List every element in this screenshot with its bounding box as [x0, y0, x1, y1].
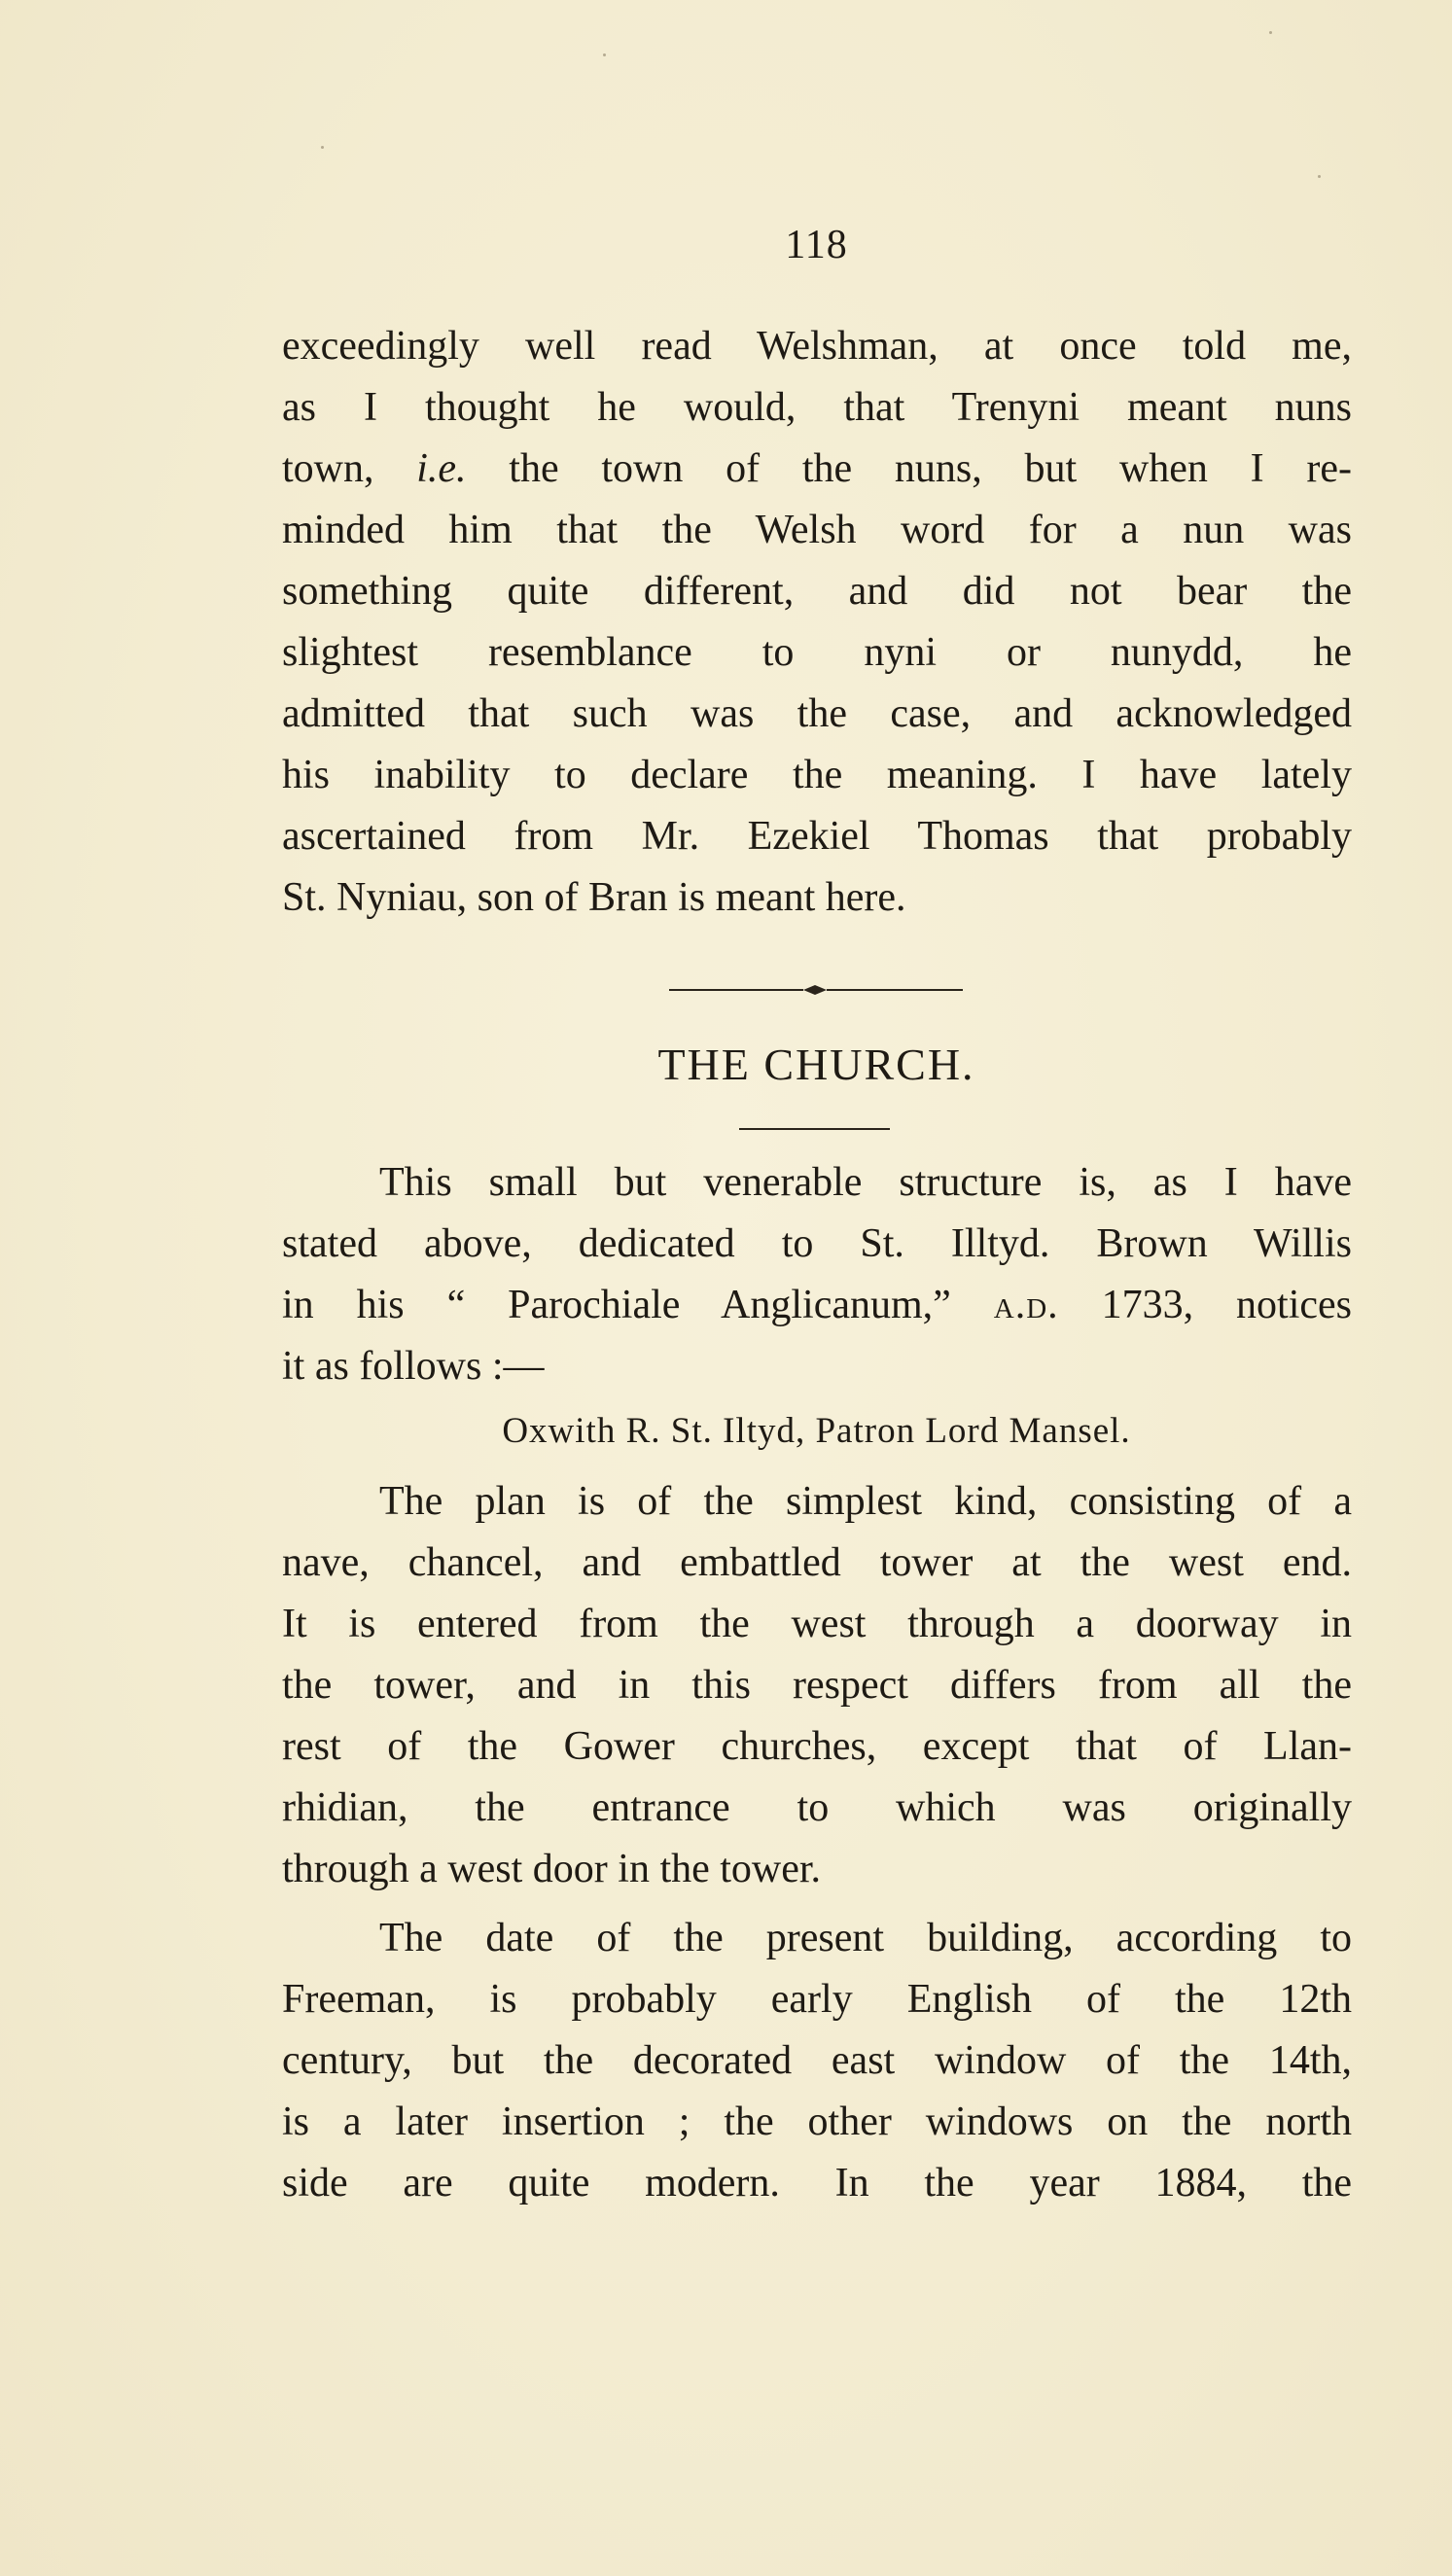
- smallcaps-date: a.d.: [993, 1283, 1059, 1327]
- text-line: St. Nyniau, son of Bran is meant here.: [282, 875, 906, 920]
- text-line: his inability to declare the meaning. I have lately: [282, 753, 1352, 797]
- text-line: the tower, and in this respect differs from all the: [282, 1663, 1352, 1708]
- text-fragment: in his “ Parochiale Anglicanum,”: [282, 1283, 994, 1327]
- text-line: something quite different, and did not bear the: [282, 569, 1352, 614]
- paper-speck: [1269, 31, 1272, 34]
- paragraph-church-intro: [282, 1152, 1352, 1397]
- paragraph-date: [282, 1908, 1352, 2214]
- text-line: [282, 1275, 1352, 1336]
- paper-speck: [1318, 175, 1321, 178]
- text-fragment: town,: [282, 446, 417, 491]
- text-line: ascertained from Mr. Ezekiel Thomas that probably: [282, 814, 1352, 859]
- text-line: Freeman, is probably early English of the 12th: [282, 1977, 1352, 2022]
- page-number: 118: [785, 223, 848, 267]
- section-title: THE CHURCH.: [657, 1040, 975, 1089]
- quotation: Oxwith R. St. Iltyd, Patron Lord Mansel.: [502, 1411, 1131, 1451]
- paragraph-plan: [282, 1471, 1352, 1900]
- text-line: nave, chancel, and embattled tower at the west end.: [282, 1540, 1352, 1585]
- text-line: stated above, dedicated to St. Illtyd. Brown Willis: [282, 1221, 1352, 1266]
- ornamental-divider: [669, 984, 963, 996]
- text-line: It is entered from the west through a doorway in: [282, 1602, 1352, 1646]
- title-underline: [739, 1128, 890, 1130]
- paragraph-trenyni: [282, 316, 1352, 929]
- text-line: admitted that such was the case, and acknowledged: [282, 691, 1352, 736]
- text-line: This small but venerable structure is, as I have: [379, 1160, 1352, 1205]
- text-line: side are quite modern. In the year 1884, the: [282, 2161, 1352, 2205]
- text-line: through a west door in the tower.: [282, 1847, 822, 1891]
- text-line: exceedingly well read Welshman, at once told me,: [282, 324, 1352, 369]
- italic-abbreviation: i.e.: [416, 446, 467, 491]
- paper-speck: [603, 53, 606, 56]
- text-line: slightest resemblance to nyni or nunydd, he: [282, 630, 1352, 675]
- text-line: The plan is of the simplest kind, consisting of a: [379, 1479, 1352, 1524]
- text-line: as I thought he would, that Trenyni meant nuns: [282, 385, 1352, 430]
- text-fragment: the town of the nuns, but when I re-: [466, 446, 1352, 491]
- text-line: it as follows :—: [282, 1344, 545, 1389]
- paper-speck: [321, 146, 324, 149]
- text-line: minded him that the Welsh word for a nun was: [282, 508, 1352, 552]
- text-line: is a later insertion ; the other windows on the north: [282, 2100, 1352, 2144]
- text-line: rhidian, the entrance to which was originally: [282, 1785, 1352, 1830]
- text-line: [282, 439, 1352, 500]
- text-fragment: 1733, notices: [1058, 1283, 1352, 1327]
- text-line: century, but the decorated east window of the 14th,: [282, 2038, 1352, 2083]
- text-line: rest of the Gower churches, except that of Llan-: [282, 1724, 1352, 1769]
- text-line: The date of the present building, according to: [379, 1916, 1352, 1960]
